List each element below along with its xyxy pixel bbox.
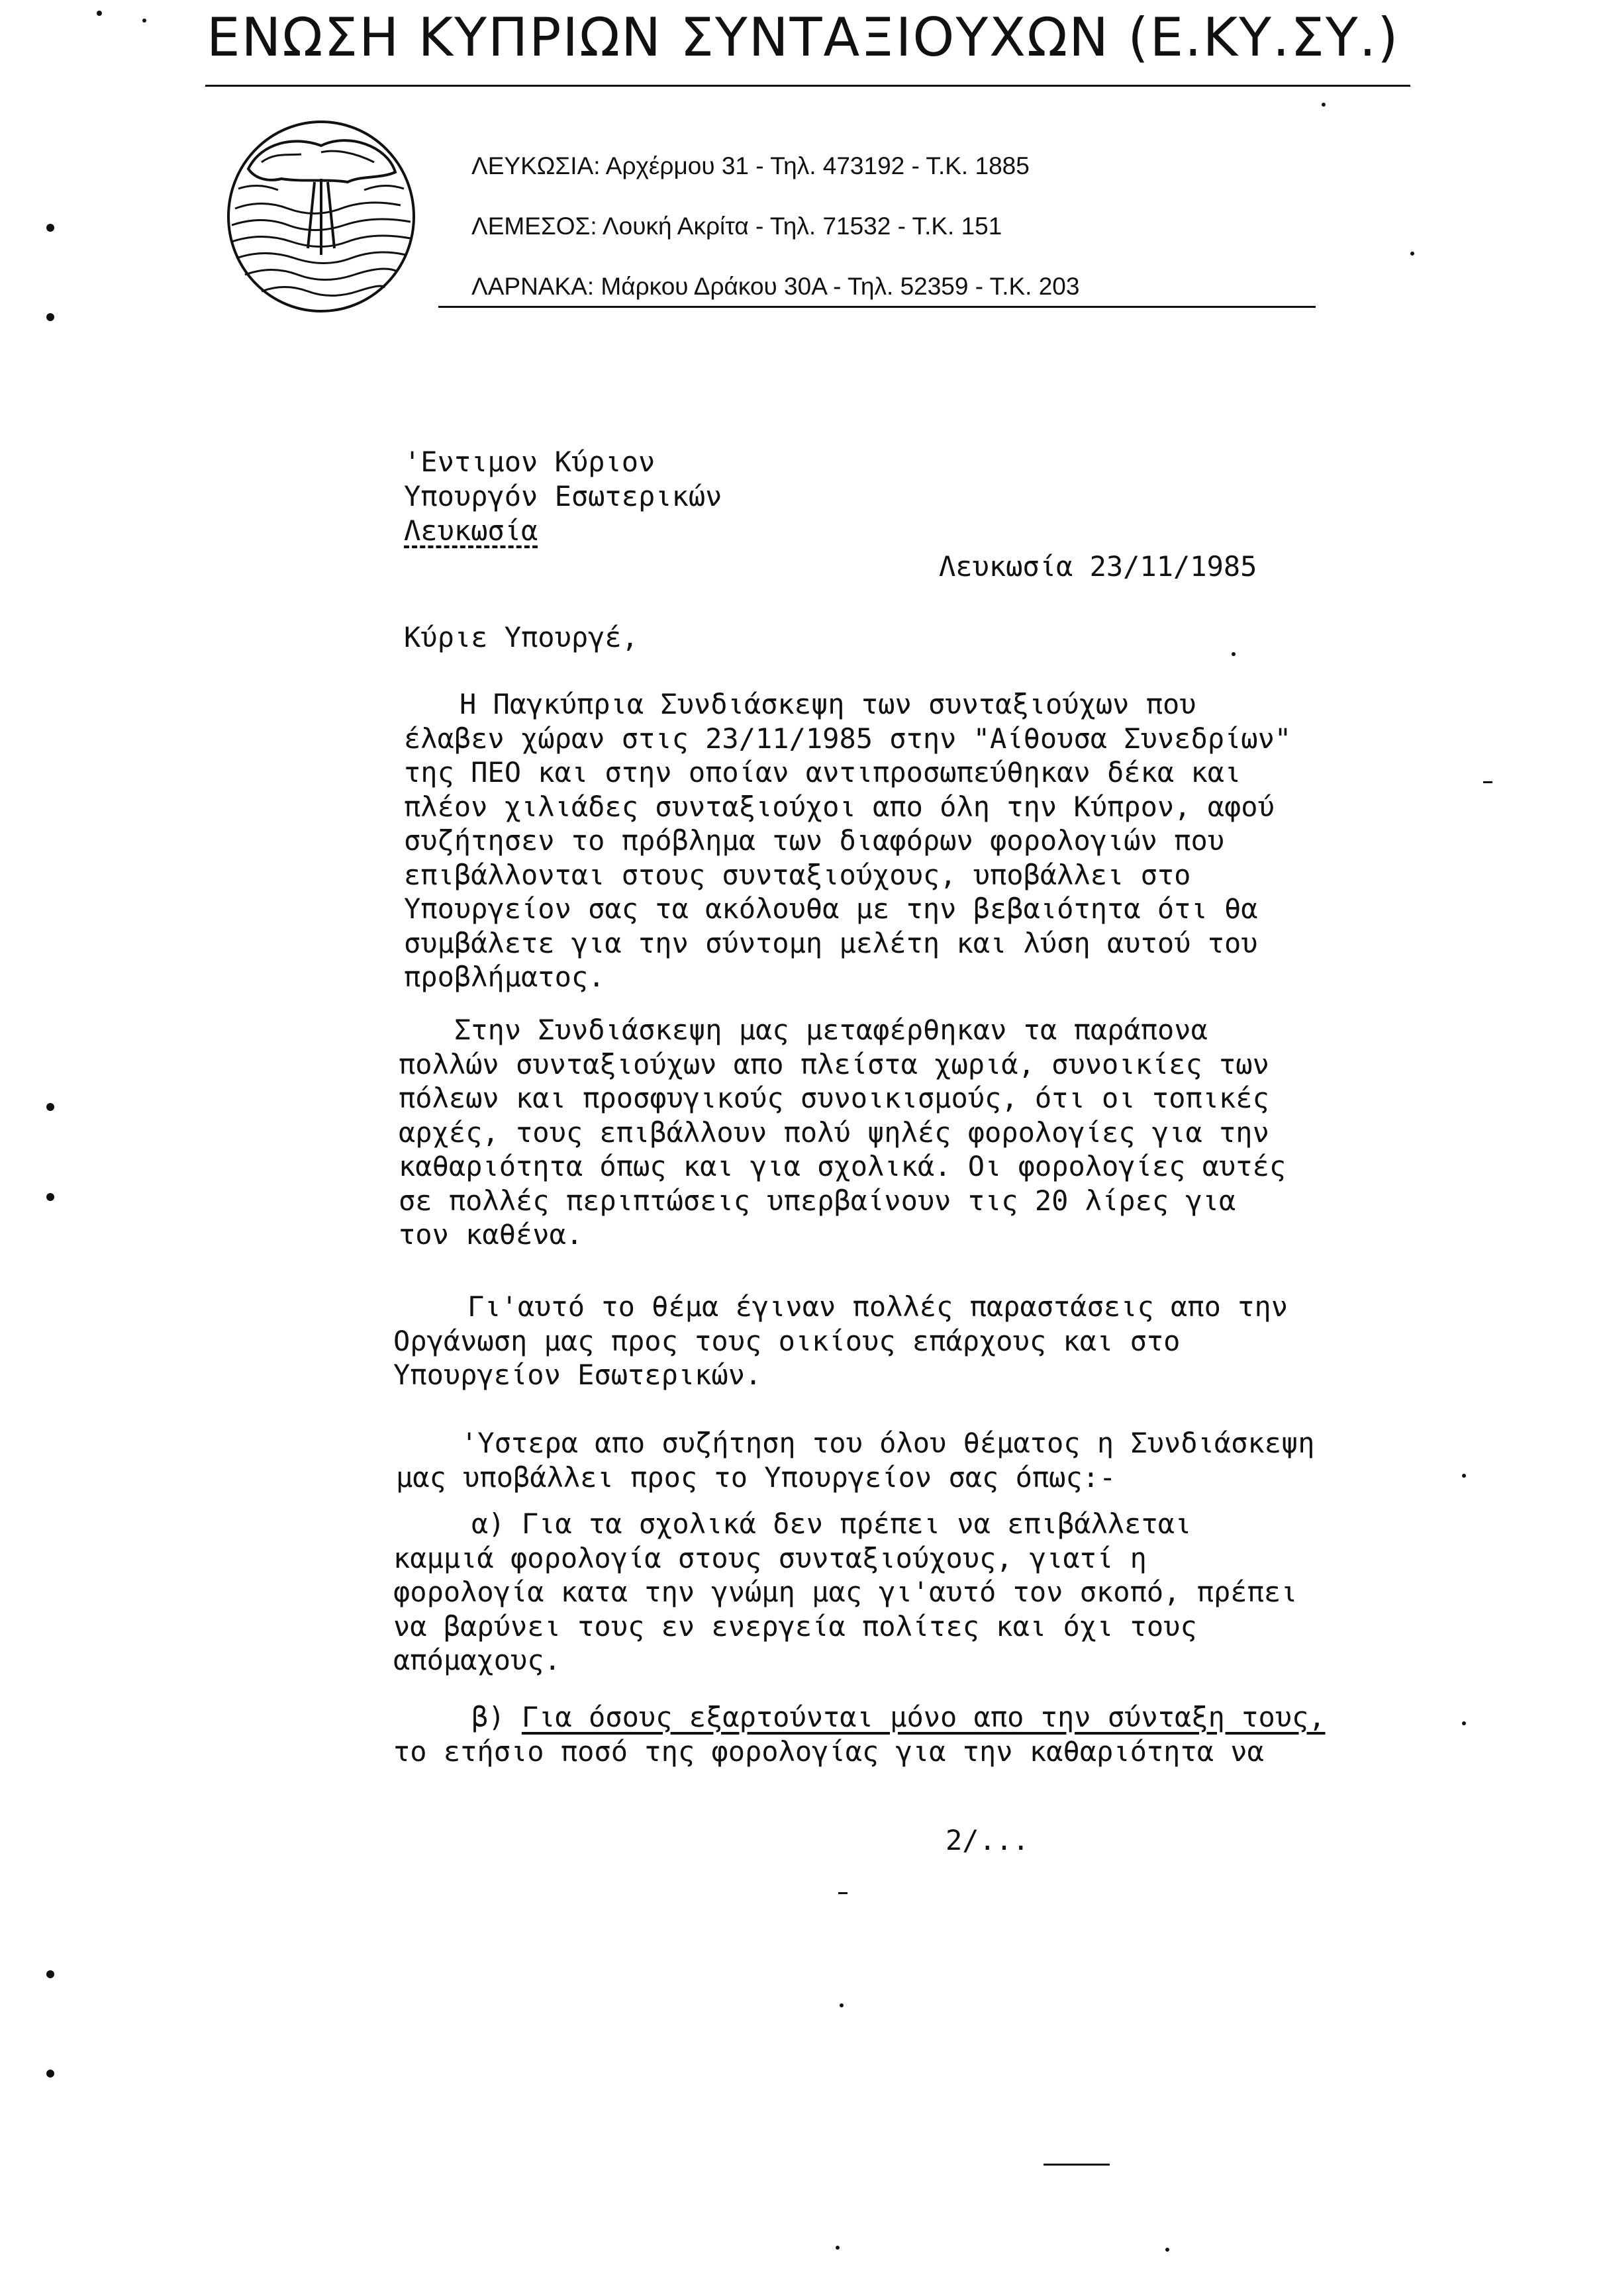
recipient-line-1: 'Εντιμον Κύριον [404,446,656,478]
paragraph-line: έλαβεν χώραν στις 23/11/1985 στην "Αίθουσα Συνεδρίων" [404,722,1292,755]
paragraph-line: Υπουργείον Εσωτερικών. [393,1359,762,1391]
paragraph-line: να βαρύνει τους εν ενεργεία πολίτες και όχι τους [393,1609,1197,1643]
paragraph-line: της ΠΕΟ και στην οποίαν αντιπροσωπεύθηκαν δέκα και [404,756,1241,789]
scan-mark [1483,781,1492,783]
paragraph-line: πλέον χιλιάδες συνταξιούχοι απο όλη την Κύπρον, αφού [404,790,1275,823]
scan-speck [1322,103,1326,107]
paragraph-2 [399,1013,1484,1252]
paragraph-line: μας υποβάλλει προς το Υπουργείον σας όπως:- [396,1460,1116,1494]
paragraph-line: Οργάνωση μας προς τους οικίους επάρχους και στο [393,1324,1181,1357]
scan-speck [836,2246,840,2250]
scan-speck [1165,2248,1169,2252]
paragraph-line: Στην Συνδιάσκεψη μας μεταφέρθηκαν τα παράπονα [454,1014,1208,1046]
organization-title: ΕΝΩΣΗ ΚΥΠΡΙΩΝ ΣΥΝΤΑΞΙΟΥΧΩΝ (Ε.ΚΥ.ΣΥ.) [207,7,1400,68]
scan-speck [97,11,102,16]
recipient-line-2: Υπουργόν Εσωτερικών [404,480,722,512]
paragraph-line: Γι'αυτό το θέμα έγιναν πολλές παραστάσεις απο την [467,1290,1288,1323]
address-limassol: ΛΕΜΕΣΟΣ: Λουκή Ακρίτα - Τηλ. 71532 - Τ.Κ. 151 [471,213,1002,240]
scan-speck [46,1193,54,1201]
paragraph-line: τον καθένα. [399,1218,583,1251]
scan-speck [1410,252,1414,256]
paragraph-3 [393,1290,1492,1392]
paragraph-line: πόλεων και προσφυγικούς συνοικισμούς, ότι οι τοπικές [399,1082,1269,1114]
paragraph-line: Υπουργείον σας τα ακόλουθα με την βεβαιότητα ότι θα [404,892,1258,925]
paragraph-line: απόμαχους. [393,1644,561,1676]
scan-speck [1462,1721,1466,1725]
scan-speck [46,313,54,321]
paragraph-line: 'Υστερα απο συζήτηση του όλου θέματος η Συνδιάσκεψη [461,1427,1315,1459]
paragraph-line: το ετήσιο ποσό της φορολογίας για την καθαριότητα να [393,1735,1264,1768]
address-underline [438,306,1316,308]
paragraph-line: επιβάλλονται στους συνταξιούχους, υποβάλλει στο [404,858,1191,891]
scan-mark [1044,2164,1110,2166]
scan-speck [46,1970,54,1978]
scan-speck [1232,652,1236,656]
paragraph-1 [404,687,1490,994]
paragraph-4 [396,1426,1495,1494]
scan-speck [46,2070,54,2078]
address-nicosia: ΛΕΥΚΩΣΙΑ: Αρχέρμου 31 - Τηλ. 473192 - Τ.Κ. 1885 [471,152,1030,179]
paragraph-line: συζήτησεν το πρόβλημα των διαφόρων φορολογιών που [404,824,1225,857]
item-beta-prefix: β) [471,1701,522,1733]
paragraph-line: πολλών συνταξιούχων απο πλείστα χωριά, συνοικίες των [399,1047,1269,1080]
page-continuation: 2/... [946,1824,1030,1856]
paragraph-line: Η Παγκύπρια Συνδιάσκεψη των συνταξιούχων που [460,688,1196,720]
organization-logo-emblem [222,116,420,318]
item-beta-underlined-text: Για όσους εξαρτούνται μόνο απο την σύνταξη τους, [521,1701,1326,1733]
paragraph-line: φορολογία κατα την γνώμη μας γι'αυτό τον σκοπό, πρέπει [393,1576,1298,1608]
paragraph-line: σε πολλές περιπτώσεις υπερβαίνουν τις 20 λίρες για [399,1184,1236,1217]
scan-mark [838,1892,848,1894]
date-line: Λευκωσία 23/11/1985 [939,550,1257,583]
paragraph-line: καμμιά φορολογία στους συνταξιούχους, γιατί η [393,1541,1147,1574]
scan-speck [142,19,146,23]
paragraph-line [393,1700,1506,1735]
address-larnaca: ΛΑΡΝΑΚΑ: Μάρκου Δράκου 30Α - Τηλ. 52359 - Τ.Κ. 203 [471,273,1080,300]
scan-speck [1462,1474,1466,1478]
title-underline [205,85,1410,87]
paragraph-line: αρχές, τους επιβάλλουν πολύ ψηλές φορολογίες για την [399,1116,1269,1149]
paragraph-line: α) Για τα σχολικά δεν πρέπει να επιβάλλεται [471,1507,1192,1540]
office-addresses [471,136,1079,316]
paragraph-line: καθαριότητα όπως και για σχολικά. Οι φορολογίες αυτές [399,1150,1287,1182]
scan-speck [840,2003,844,2007]
salutation: Κύριε Υπουργέ, [404,621,639,653]
item-beta [393,1700,1506,1768]
recipient-city: Λευκωσία [404,514,538,547]
paragraph-line: προβλήματος. [404,961,605,993]
paragraph-line: συμβάλετε για την σύντομη μελέτη και λύση αυτού του [404,926,1258,959]
scan-speck [46,224,54,232]
scan-speck [46,1103,54,1111]
item-alpha [393,1507,1492,1678]
